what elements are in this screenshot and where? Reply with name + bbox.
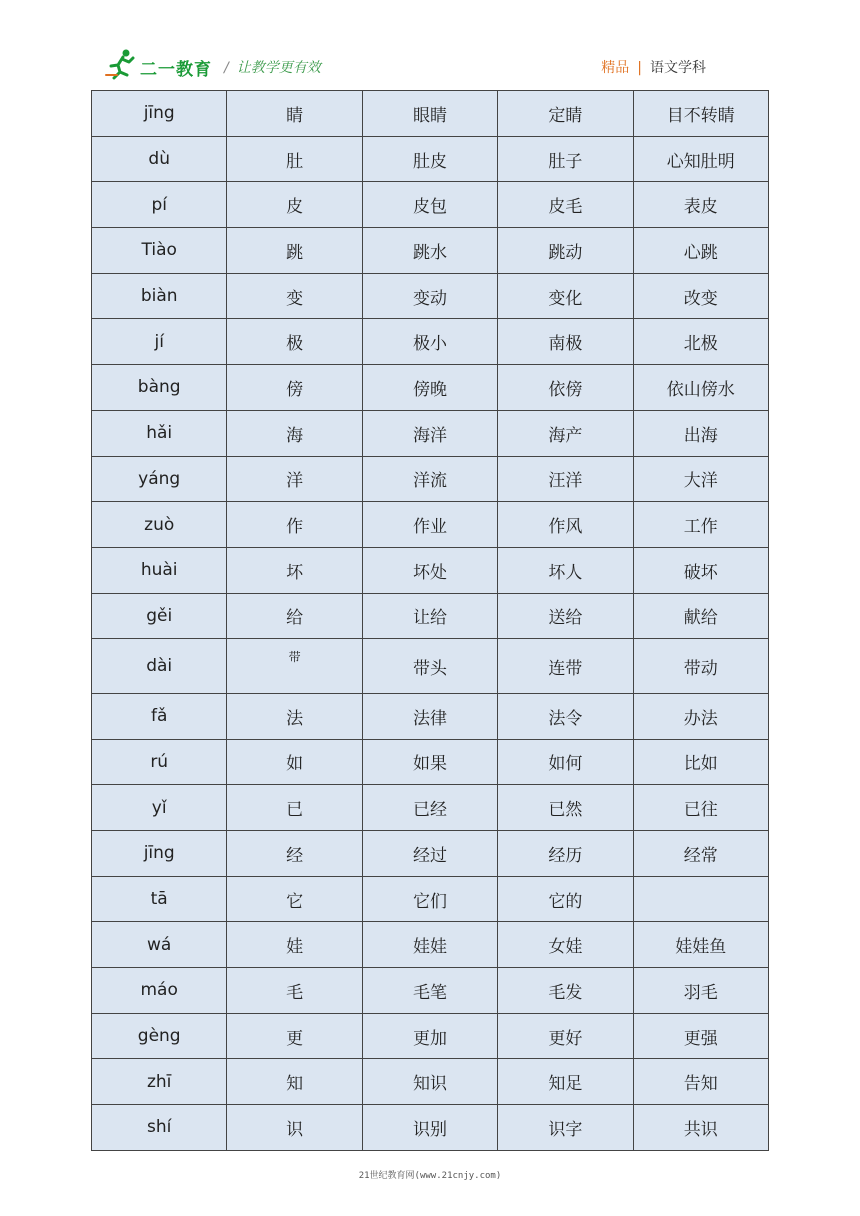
- subject-label: 语文学科: [650, 60, 706, 76]
- character-cell: 皮: [227, 182, 362, 228]
- word-cell-3: 办法: [633, 693, 768, 739]
- word-cell-2: 依傍: [498, 365, 633, 411]
- word-cell-2: 皮毛: [498, 182, 633, 228]
- table-row: [92, 876, 769, 922]
- table-row: [92, 136, 769, 182]
- word-cell-1: 它们: [362, 876, 497, 922]
- character-cell: 娃: [227, 922, 362, 968]
- word-cell-3: 告知: [633, 1059, 768, 1105]
- pinyin-cell: fǎ: [92, 693, 227, 739]
- table-row: [92, 968, 769, 1014]
- table-row: [92, 639, 769, 694]
- table-row: [92, 365, 769, 411]
- word-cell-3: 依山傍水: [633, 365, 768, 411]
- page-footer: 21世纪教育网(www.21cnjy.com): [358, 1171, 502, 1181]
- character-cell: 如: [227, 739, 362, 785]
- pinyin-cell: jí: [92, 319, 227, 365]
- subject-tag: [601, 57, 706, 77]
- word-cell-2: 定睛: [498, 91, 633, 137]
- word-cell-2: 坏人: [498, 547, 633, 593]
- word-cell-1: 跳水: [362, 228, 497, 274]
- pinyin-cell: jīng: [92, 831, 227, 877]
- page-header: [104, 48, 706, 82]
- word-cell-3: [633, 876, 768, 922]
- word-cell-3: 已往: [633, 785, 768, 831]
- pinyin-cell: rú: [92, 739, 227, 785]
- word-cell-2: 海产: [498, 410, 633, 456]
- word-cell-3: 更强: [633, 1013, 768, 1059]
- character-cell: 傍: [227, 365, 362, 411]
- pinyin-cell: pí: [92, 182, 227, 228]
- character-cell: 肚: [227, 136, 362, 182]
- character-cell: 已: [227, 785, 362, 831]
- word-cell-1: 洋流: [362, 456, 497, 502]
- word-cell-3: 破坏: [633, 547, 768, 593]
- word-cell-2: 更好: [498, 1013, 633, 1059]
- word-cell-2: 法令: [498, 693, 633, 739]
- word-cell-1: 坏处: [362, 547, 497, 593]
- character-cell: 作: [227, 502, 362, 548]
- word-cell-3: 表皮: [633, 182, 768, 228]
- pinyin-cell: jīng: [92, 91, 227, 137]
- pinyin-cell: huài: [92, 547, 227, 593]
- pinyin-cell: shí: [92, 1105, 227, 1151]
- table-row: [92, 593, 769, 639]
- character-cell: 它: [227, 876, 362, 922]
- word-cell-1: 经过: [362, 831, 497, 877]
- table-row: [92, 693, 769, 739]
- character-cell: 睛: [227, 91, 362, 137]
- word-cell-3: 献给: [633, 593, 768, 639]
- pinyin-cell: zuò: [92, 502, 227, 548]
- table-row: [92, 1013, 769, 1059]
- character-cell: 经: [227, 831, 362, 877]
- word-cell-2: 汪洋: [498, 456, 633, 502]
- word-cell-2: 识字: [498, 1105, 633, 1151]
- character-cell: 海: [227, 410, 362, 456]
- pinyin-cell: máo: [92, 968, 227, 1014]
- pinyin-cell: gèng: [92, 1013, 227, 1059]
- word-cell-3: 带动: [633, 639, 768, 694]
- word-cell-3: 工作: [633, 502, 768, 548]
- word-cell-1: 傍晚: [362, 365, 497, 411]
- word-cell-3: 共识: [633, 1105, 768, 1151]
- word-cell-1: 肚皮: [362, 136, 497, 182]
- character-cell: 给: [227, 593, 362, 639]
- word-cell-1: 娃娃: [362, 922, 497, 968]
- word-cell-2: 作风: [498, 502, 633, 548]
- character-cell: 跳: [227, 228, 362, 274]
- pinyin-cell: yáng: [92, 456, 227, 502]
- table-row: [92, 1059, 769, 1105]
- character-cell: 毛: [227, 968, 362, 1014]
- pinyin-cell: Tiào: [92, 228, 227, 274]
- word-cell-3: 出海: [633, 410, 768, 456]
- word-cell-2: 送给: [498, 593, 633, 639]
- vocabulary-table-body: [92, 91, 769, 1151]
- brand-name: 二一教育: [140, 60, 212, 80]
- character-cell: 坏: [227, 547, 362, 593]
- word-cell-2: 南极: [498, 319, 633, 365]
- word-cell-3: 北极: [633, 319, 768, 365]
- character-cell: 法: [227, 693, 362, 739]
- word-cell-2: 连带: [498, 639, 633, 694]
- word-cell-2: 它的: [498, 876, 633, 922]
- word-cell-3: 目不转睛: [633, 91, 768, 137]
- word-cell-2: 变化: [498, 273, 633, 319]
- word-cell-1: 海洋: [362, 410, 497, 456]
- word-cell-1: 毛笔: [362, 968, 497, 1014]
- word-cell-1: 带头: [362, 639, 497, 694]
- quality-label: 精品: [601, 60, 630, 76]
- word-cell-1: 更加: [362, 1013, 497, 1059]
- word-cell-3: 比如: [633, 739, 768, 785]
- word-cell-1: 皮包: [362, 182, 497, 228]
- word-cell-1: 作业: [362, 502, 497, 548]
- table-row: [92, 91, 769, 137]
- word-cell-2: 如何: [498, 739, 633, 785]
- character-cell: 洋: [227, 456, 362, 502]
- pinyin-cell: biàn: [92, 273, 227, 319]
- word-cell-3: 大洋: [633, 456, 768, 502]
- running-man-logo-icon: [104, 48, 138, 80]
- table-row: [92, 456, 769, 502]
- word-cell-1: 识别: [362, 1105, 497, 1151]
- slogan-text: 让教学更有效: [236, 60, 321, 76]
- table-row: [92, 502, 769, 548]
- word-cell-1: 眼睛: [362, 91, 497, 137]
- character-cell: 知: [227, 1059, 362, 1105]
- character-cell: 极: [227, 319, 362, 365]
- character-cell: 带: [227, 639, 362, 694]
- table-row: [92, 273, 769, 319]
- word-cell-1: 法律: [362, 693, 497, 739]
- slogan: / 让教学更有效: [224, 60, 321, 76]
- character-cell: 更: [227, 1013, 362, 1059]
- pinyin-cell: dù: [92, 136, 227, 182]
- word-cell-2: 跳动: [498, 228, 633, 274]
- table-row: [92, 922, 769, 968]
- pinyin-cell: gěi: [92, 593, 227, 639]
- table-row: [92, 739, 769, 785]
- word-cell-2: 已然: [498, 785, 633, 831]
- pinyin-cell: zhī: [92, 1059, 227, 1105]
- word-cell-2: 经历: [498, 831, 633, 877]
- word-cell-2: 肚子: [498, 136, 633, 182]
- table-row: [92, 547, 769, 593]
- word-cell-3: 羽毛: [633, 968, 768, 1014]
- word-cell-1: 让给: [362, 593, 497, 639]
- word-cell-2: 女娃: [498, 922, 633, 968]
- pinyin-cell: yǐ: [92, 785, 227, 831]
- character-cell: 识: [227, 1105, 362, 1151]
- pinyin-cell: tā: [92, 876, 227, 922]
- word-cell-3: 经常: [633, 831, 768, 877]
- word-cell-3: 改变: [633, 273, 768, 319]
- word-cell-3: 心知肚明: [633, 136, 768, 182]
- word-cell-1: 已经: [362, 785, 497, 831]
- table-row: [92, 1105, 769, 1151]
- table-row: [92, 785, 769, 831]
- table-row: [92, 182, 769, 228]
- word-cell-2: 知足: [498, 1059, 633, 1105]
- word-cell-1: 极小: [362, 319, 497, 365]
- word-cell-2: 毛发: [498, 968, 633, 1014]
- vocabulary-table: [91, 90, 769, 1151]
- table-row: [92, 228, 769, 274]
- table-row: [92, 831, 769, 877]
- word-cell-3: 心跳: [633, 228, 768, 274]
- pinyin-cell: bàng: [92, 365, 227, 411]
- word-cell-1: 知识: [362, 1059, 497, 1105]
- table-row: [92, 319, 769, 365]
- word-cell-1: 变动: [362, 273, 497, 319]
- word-cell-1: 如果: [362, 739, 497, 785]
- word-cell-3: 娃娃鱼: [633, 922, 768, 968]
- pinyin-cell: wá: [92, 922, 227, 968]
- character-cell: 变: [227, 273, 362, 319]
- tag-divider: |: [637, 60, 642, 76]
- table-row: [92, 410, 769, 456]
- pinyin-cell: dài: [92, 639, 227, 694]
- pinyin-cell: hǎi: [92, 410, 227, 456]
